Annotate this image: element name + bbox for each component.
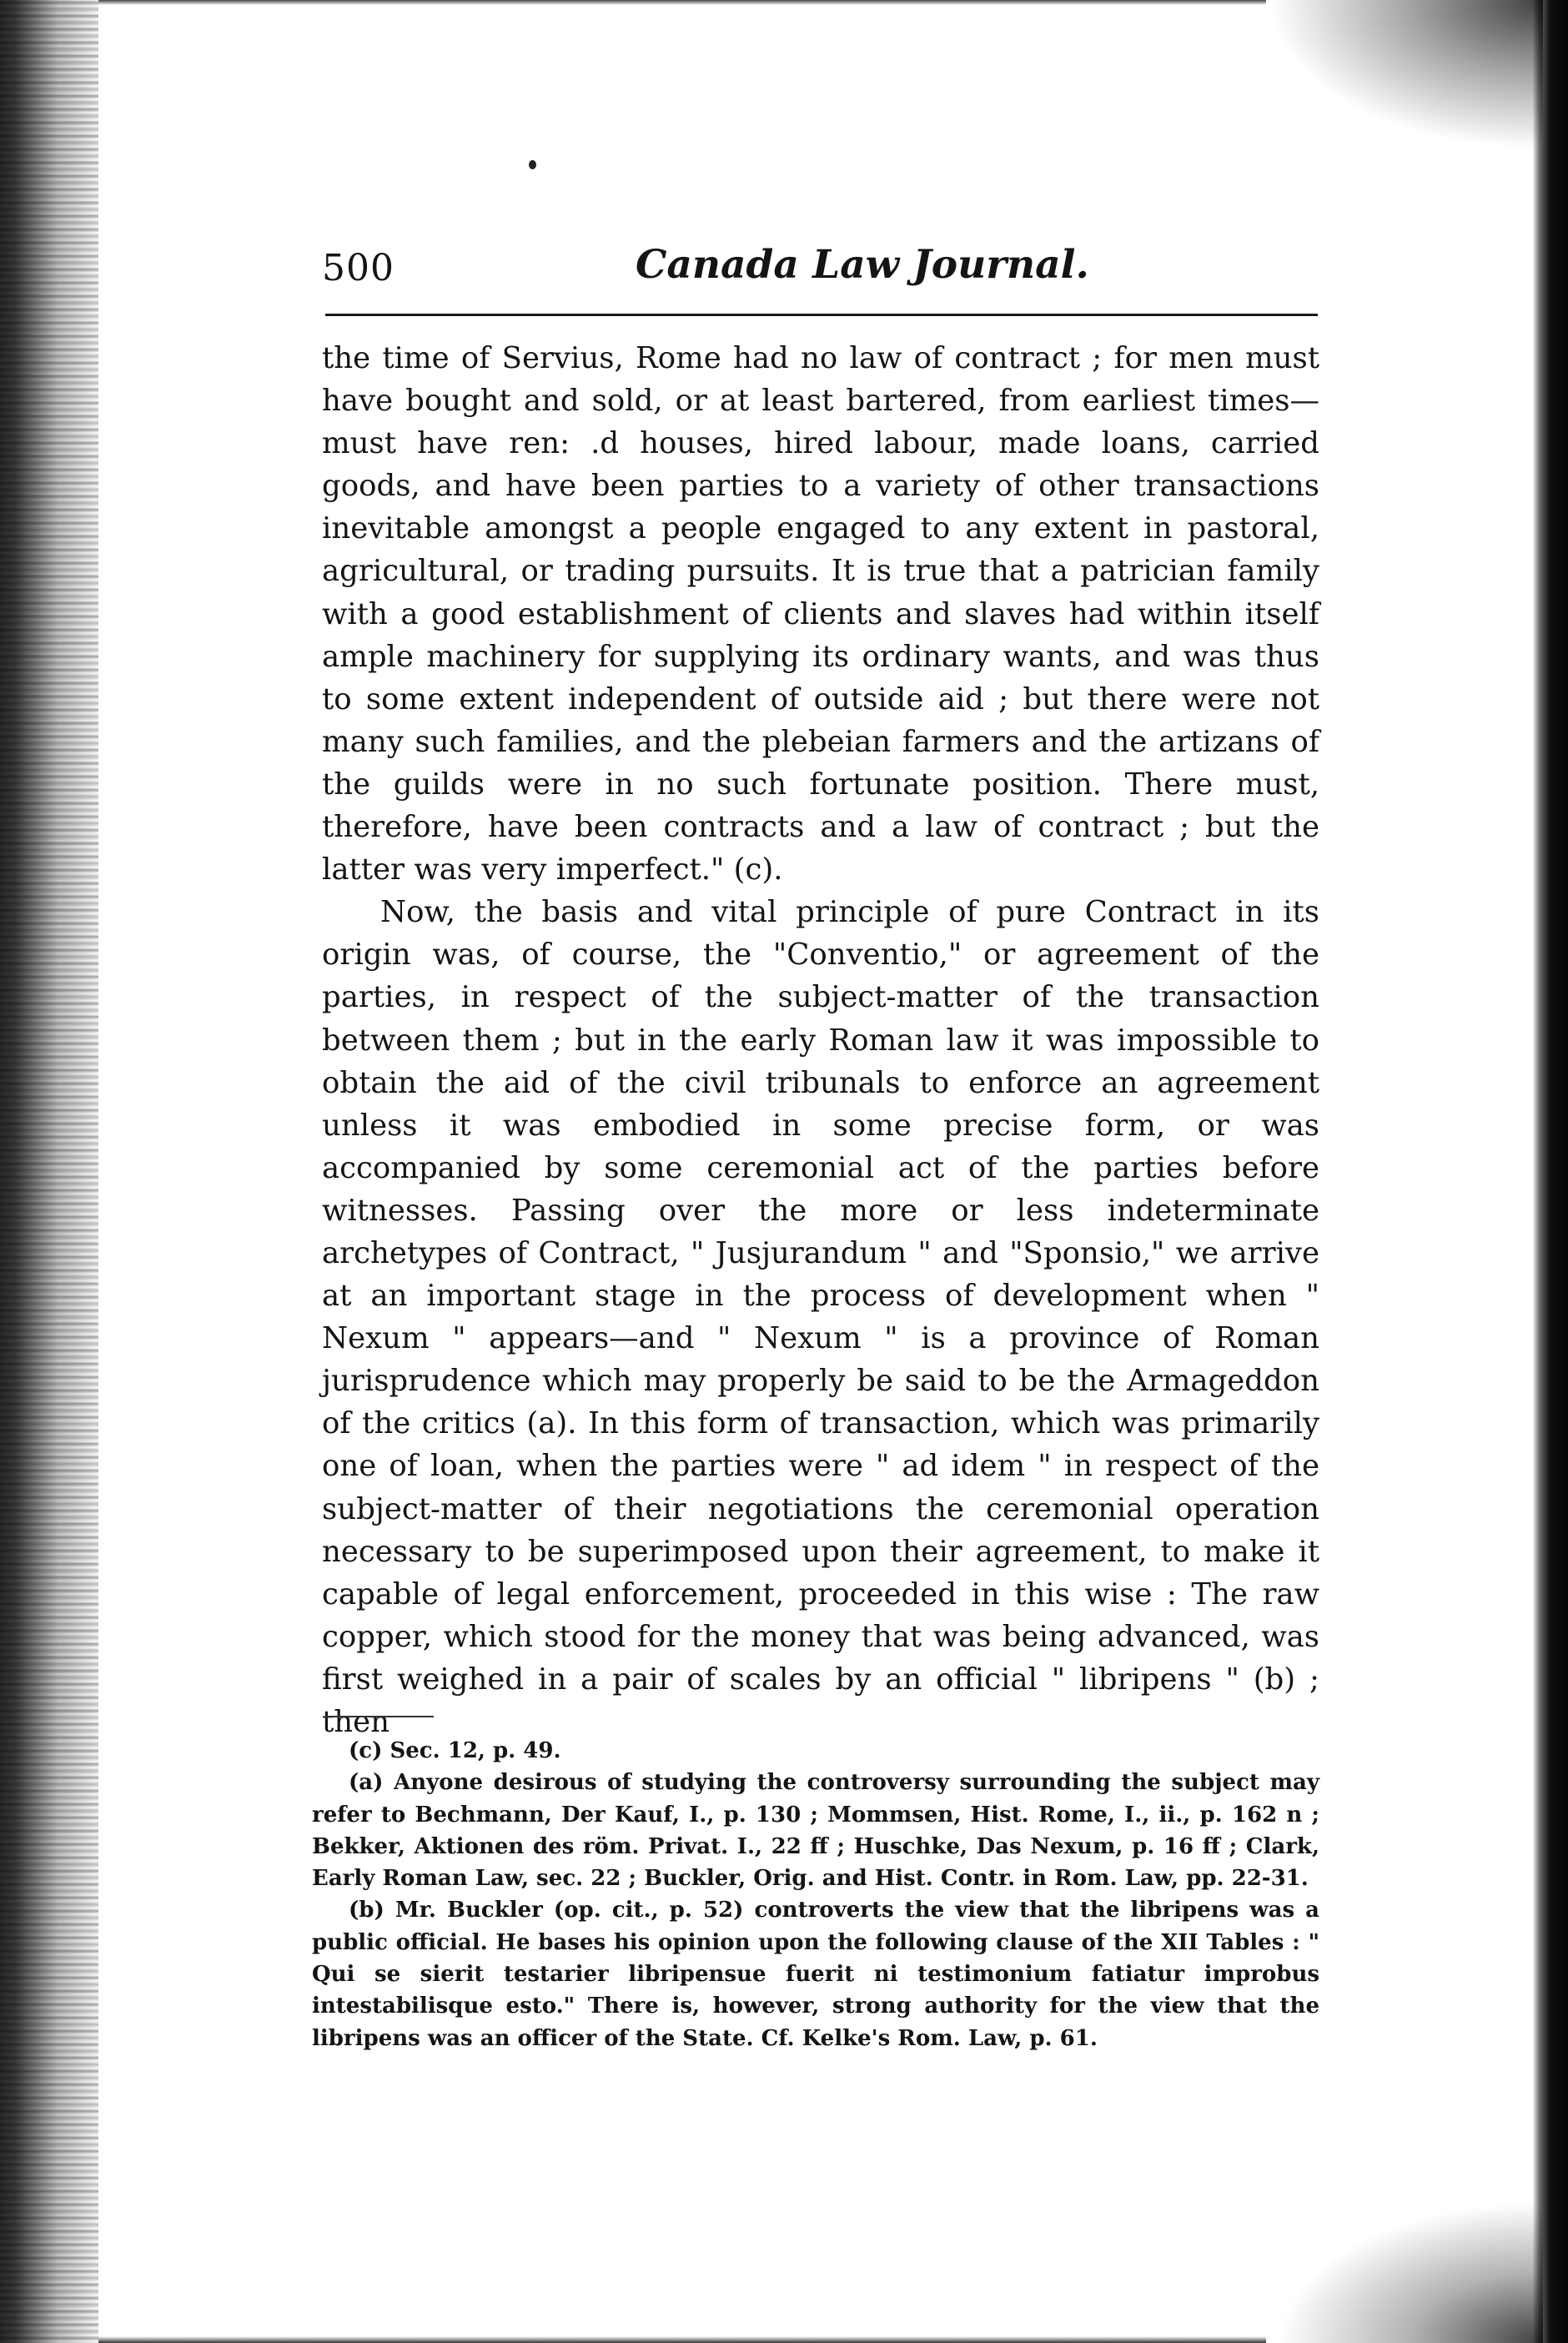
scan-shadow-top-right: [1268, 0, 1543, 150]
footnotes: [312, 1735, 1319, 2054]
ink-speck: [529, 160, 536, 169]
body-paragraph: Now, the basis and vital principle of pure Contract in its origin was, of course, the "Conventio," or agreement of the parties, in respect of the subject-matter of the transaction between them ; but in the early Roman law it was impossible to obtain the aid of the civil tribunals to enforce an agreement unless it was embodied in some precise form, or was accompanied by some ceremonial act of the parties before witnesses. Passing over the more or less indeterminate archetypes of Contract, " Jusjurandum " and "Sponsio," we arrive at an important stage in the process of development when " Nexum " appears—and " Nexum " is a province of Roman jurisprudence which may properly be said to be the Armageddon of the critics (a). In this form of transaction, which was primarily one of loan, when the parties were " ad idem " in respect of the subject-matter of their negotiations the ceremonial operation necessary to be superimposed upon their agreement, to make it capable of legal enforcement, proceeded in this wise : The raw copper, which stood for the money that was being advanced, was first weighed in a pair of scales by an official " libripens " (b) ; then: [322, 895, 1319, 1739]
scan-shadow-bottom-right: [1276, 2201, 1543, 2343]
scan-edge-left: [0, 0, 98, 2343]
journal-title: Canada Law Journal.: [636, 242, 1089, 288]
header-rule: [325, 314, 1318, 316]
footnote: (a) Anyone desirous of studying the controversy surrounding the subject may refer to Bechmann, Der Kauf, I., p. 130 ; Mommsen, Hist. Rome, I., ii., p. 162 n ; Bekker, Aktionen des röm. Privat. I., 22 ff ; Huschke, Das Nexum, p. 16 ff ; Clark, Early Roman Law, sec. 22 ; Buckler, Orig. and Hist. Contr. in Rom. Law, pp. 22-31.: [312, 1770, 1319, 1892]
footnote: (b) Mr. Buckler (op. cit., p. 52) controverts the view that the libripens was a public official. He bases his opinion upon the following clause of the XII Tables : " Qui se sierit testarier libripensue fuerit ni testimonium fatiatur improbus intestabilisque esto." There is, however, strong authority for the view that the libripens was an officer of the State. Cf. Kelke's Rom. Law, p. 61.: [312, 1898, 1319, 2051]
scan-edge-bottom: [98, 2336, 1266, 2343]
page-number: 500: [322, 247, 395, 289]
body-text: [322, 337, 1319, 1743]
scan-edge-top: [98, 0, 1266, 5]
footnote: (c) Sec. 12, p. 49.: [349, 1738, 561, 1763]
footnote-rule: [325, 1716, 434, 1717]
scan-edge-right: [1533, 0, 1568, 2343]
running-header: [322, 242, 1318, 292]
body-paragraph: the time of Servius, Rome had no law of contract ; for men must have bought and sold, or at least bartered, from earliest times— must have ren: .d houses, hired labour, made loans, carried goods, and have been parties to a variety of other transactions inevitable amongst a people engaged to any extent in pastoral, agricultural, or trading pursuits. It is true that a patrician family with a good establishment of clients and slaves had within itself ample machinery for supplying its ordinary wants, and was thus to some extent independent of outside aid ; but there were not many such families, and the plebeian farmers and the artizans of the guilds were in no such fortunate position. There must, therefore, have been contracts and a law of contract ; but the latter was very imperfect." (c).: [322, 341, 1319, 887]
